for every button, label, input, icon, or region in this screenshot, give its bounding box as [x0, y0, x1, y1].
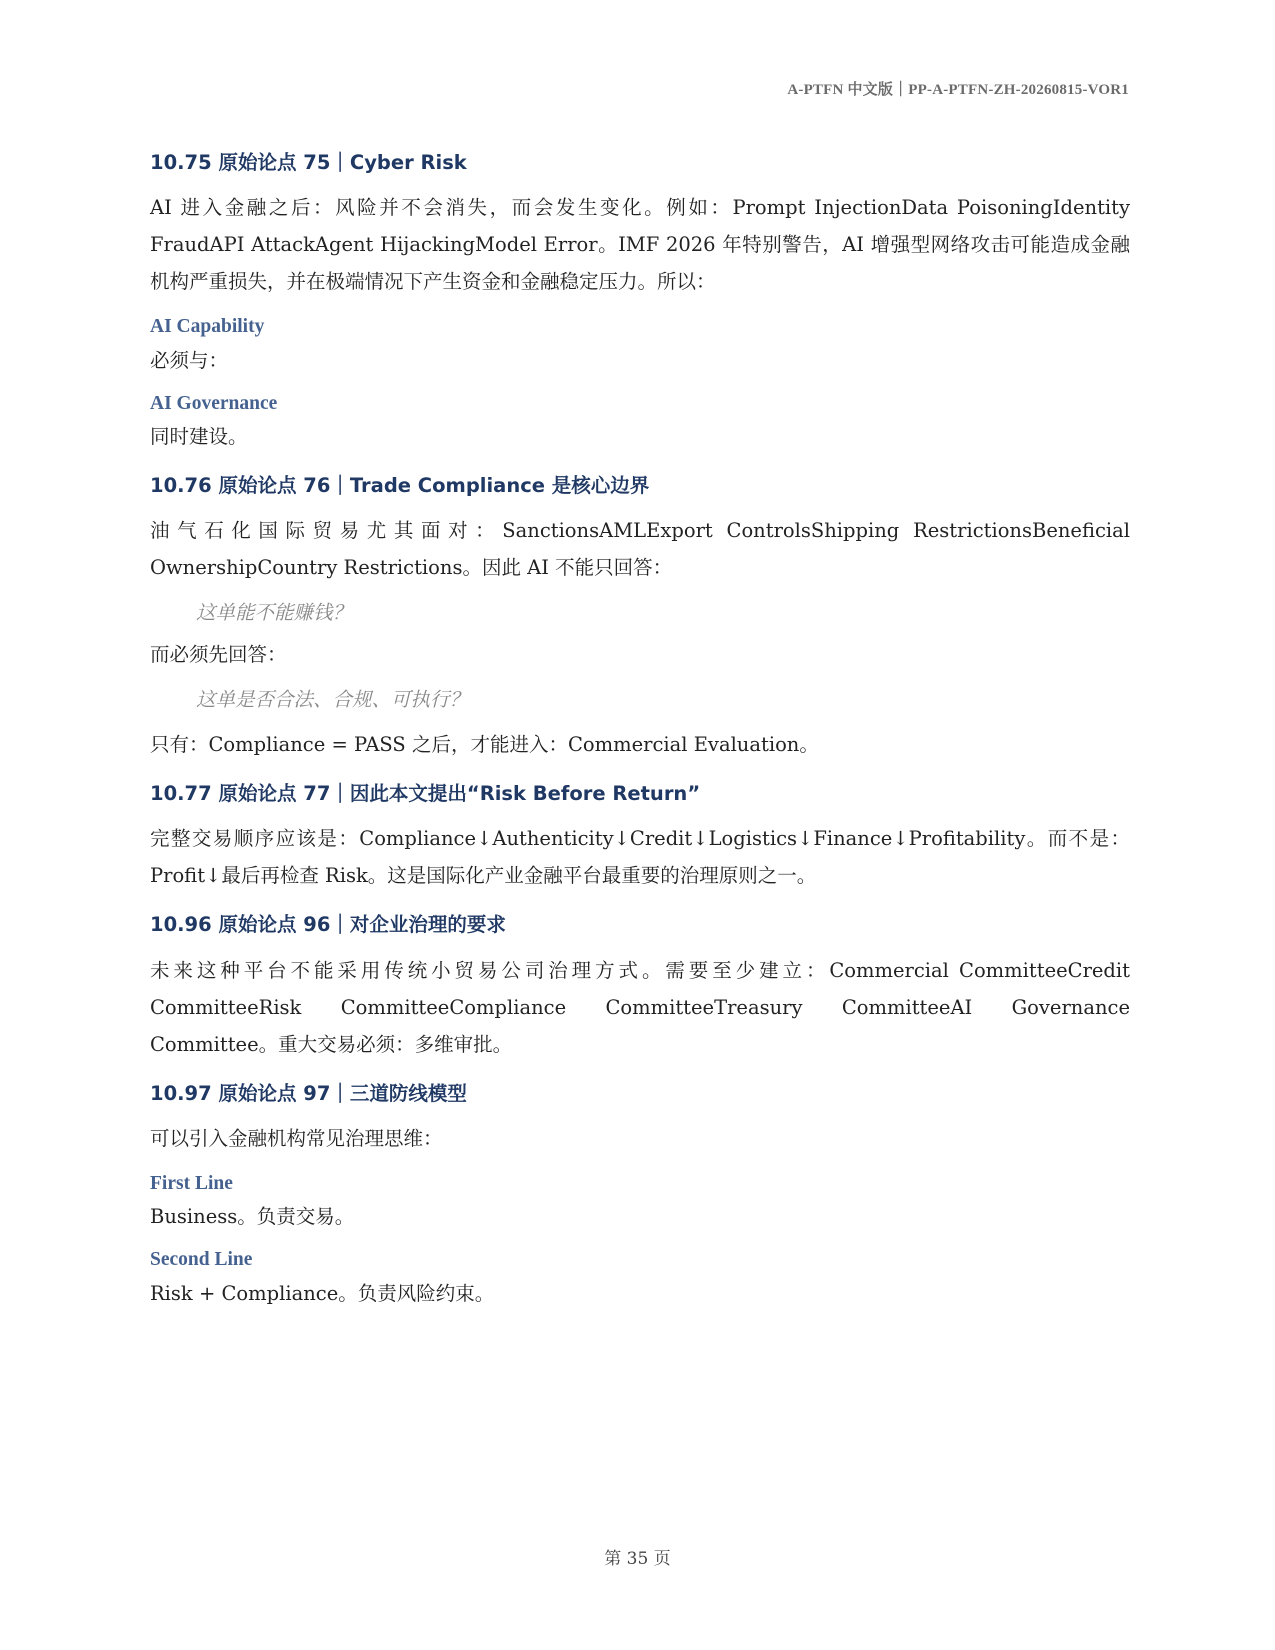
subheading-ai-capability: AI Capability	[150, 316, 265, 338]
subheading-first-line: First Line	[150, 1173, 233, 1195]
subheading-second-line: Second Line	[150, 1249, 253, 1271]
text-must-with: 必须与：	[150, 348, 229, 372]
page-number: 第 35 页	[604, 1549, 671, 1569]
section-heading-75: 10.75 原始论点 75｜Cyber Risk	[150, 151, 467, 174]
quote-legal-question: 这单是否合法、合规、可执行？	[196, 687, 470, 711]
section-heading-96: 10.96 原始论点 96｜对企业治理的要求	[150, 913, 506, 937]
page-content	[150, 150, 1130, 1312]
section-heading-76: 10.76 原始论点 76｜Trade Compliance 是核心边界	[150, 474, 650, 498]
text-must-first-answer: 而必须先回答：	[150, 642, 287, 666]
paragraph-trade-compliance: 油气石化国际贸易尤其面对：SanctionsAMLExport ControlsShipping RestrictionsBeneficial OwnershipCountry Restrictions。因此 AI 不能只回答：	[150, 519, 1130, 580]
paragraph-three-lines: 可以引入金融机构常见治理思维：	[150, 1127, 443, 1151]
text-build-together: 同时建设。	[150, 425, 248, 449]
paragraph-cyber-risk: AI 进入金融之后：风险并不会消失，而会发生变化。例如：Prompt InjectionData PoisoningIdentity FraudAPI AttackAgent HijackingModel Error。IMF 2026 年特别警告，AI 增强型网络攻击可能造成金融机构严重损失，并在极端情况下产生资金和金融稳定压力。所以：	[150, 196, 1130, 294]
quote-profit-question: 这单能不能赚钱？	[196, 601, 353, 625]
text-compliance-pass: 只有：Compliance = PASS 之后，才能进入：Commercial Evaluation。	[150, 733, 819, 757]
paragraph-governance-requirements: 未来这种平台不能采用传统小贸易公司治理方式。需要至少建立：Commercial CommitteeCredit CommitteeRisk CommitteeCompliance CommitteeTreasury CommitteeAI Governance Committee。重大交易必须：多维审批。	[150, 958, 1130, 1056]
text-first-line: Business。负责交易。	[150, 1205, 355, 1229]
section-heading-77: 10.77 原始论点 77｜因此本文提出“Risk Before Return”	[150, 782, 701, 806]
section-heading-97: 10.97 原始论点 97｜三道防线模型	[150, 1081, 467, 1105]
subheading-ai-governance: AI Governance	[150, 392, 278, 414]
page-header: A-PTFN 中文版｜PP-A-PTFN-ZH-20260815-VOR1	[787, 82, 1129, 98]
text-second-line: Risk + Compliance。负责风险约束。	[150, 1281, 495, 1305]
paragraph-risk-before-return: 完整交易顺序应该是：Compliance↓Authenticity↓Credit↓Logistics↓Finance↓Profitability。而不是：Profit↓最后再检查 Risk。这是国际化产业金融平台最重要的治理原则之一。	[150, 827, 1130, 888]
